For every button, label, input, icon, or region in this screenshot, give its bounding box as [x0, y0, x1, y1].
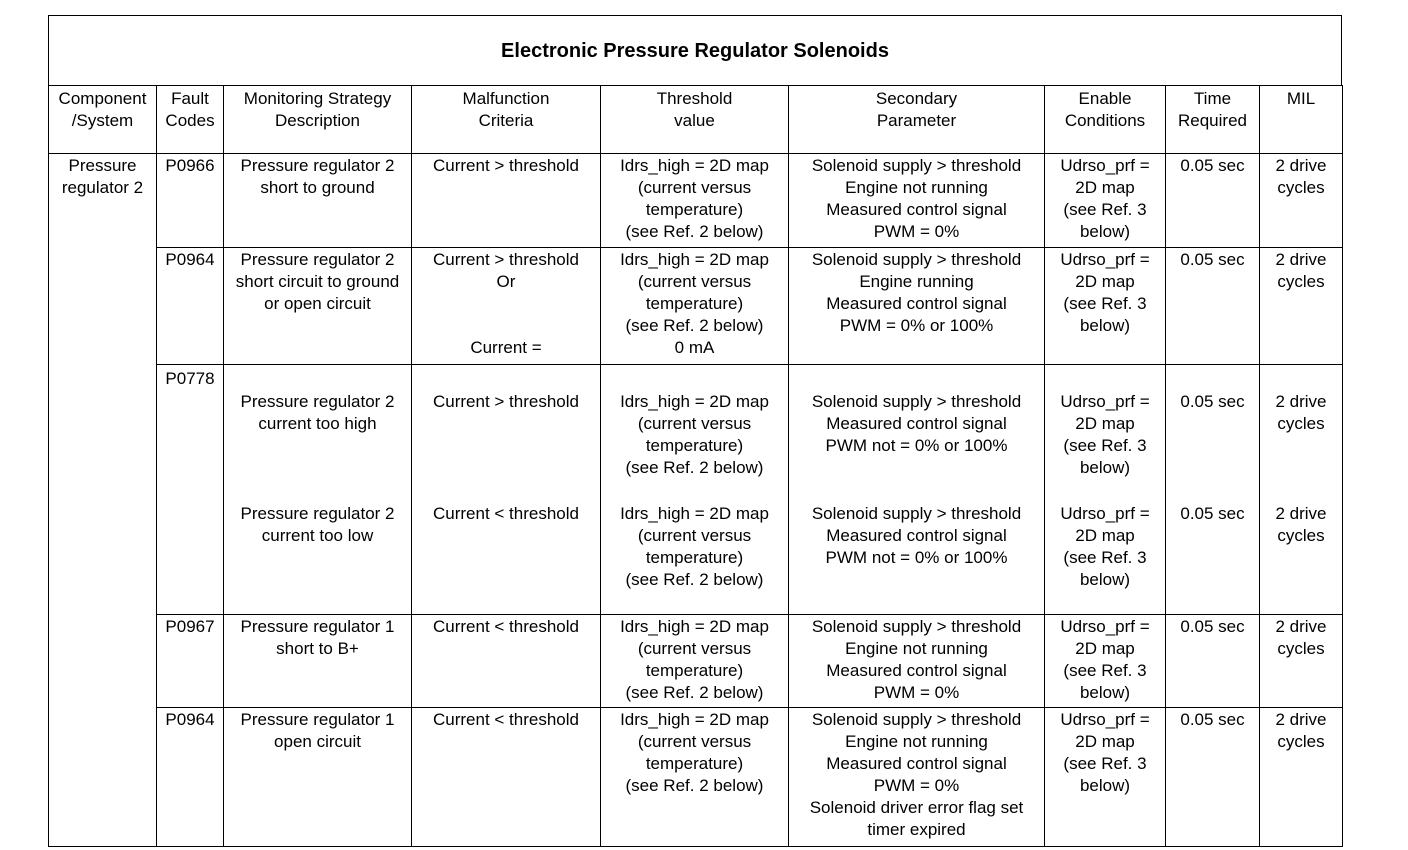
enable-conditions: Udrso_prf = 2D map (see Ref. 3 below) [1045, 248, 1166, 365]
time-required: 0.05 sec [1166, 248, 1260, 365]
threshold-value: Idrs_high = 2D map (current versus temperature) (see Ref. 2 below) [601, 708, 789, 847]
secondary-parameter: Solenoid supply > threshold Measured control signal PWM not = 0% or 100% [811, 392, 1022, 455]
mil-value: 2 drive cycles [1275, 392, 1327, 433]
malfunction-criteria: Current < threshold [412, 708, 601, 847]
header-monitoring: Monitoring Strategy Description [224, 86, 412, 154]
malfunction-criteria: Current < threshold [433, 504, 579, 523]
table-row [49, 248, 1343, 365]
header-row [49, 86, 1343, 154]
header-time: Time Required [1166, 86, 1260, 154]
secondary-parameter: Solenoid supply > threshold Engine not running Measured control signal PWM = 0% [789, 154, 1045, 248]
monitoring-description: Pressure regulator 2 short to ground [224, 154, 412, 248]
malfunction-criteria: Current > threshold [433, 392, 579, 411]
table-row [49, 708, 1343, 847]
header-enable: Enable Conditions [1045, 86, 1166, 154]
diagnostic-table [48, 85, 1343, 847]
threshold-value: Idrs_high = 2D map (current versus temperature) (see Ref. 2 below) 0 mA [601, 248, 789, 365]
header-fault-codes: Fault Codes [157, 86, 224, 154]
mil-value: 2 drive cycles [1260, 248, 1343, 365]
threshold-value: Idrs_high = 2D map (current versus temperature) (see Ref. 2 below) [620, 504, 769, 589]
secondary-parameter: Solenoid supply > threshold Engine not running Measured control signal PWM = 0% [789, 615, 1045, 708]
enable-conditions-group [1045, 365, 1166, 615]
enable-conditions: Udrso_prf = 2D map (see Ref. 3 below) [1045, 615, 1166, 708]
time-required: 0.05 sec [1180, 392, 1245, 411]
fault-code: P0967 [157, 615, 224, 708]
header-mil: MIL [1260, 86, 1343, 154]
header-component: Component /System [49, 86, 157, 154]
malfunction-criteria: Current > threshold [412, 154, 601, 248]
header-threshold: Threshold value [601, 86, 789, 154]
fault-code: P0964 [157, 248, 224, 365]
fault-code: P0964 [157, 708, 224, 847]
monitoring-description-group [224, 365, 412, 615]
threshold-value-group [601, 365, 789, 615]
secondary-parameter: Solenoid supply > threshold Measured control signal PWM not = 0% or 100% [811, 504, 1022, 567]
mil-value: 2 drive cycles [1275, 504, 1327, 545]
malfunction-criteria-group [412, 365, 601, 615]
enable-conditions: Udrso_prf = 2D map (see Ref. 3 below) [1060, 504, 1150, 589]
time-required-group [1166, 365, 1260, 615]
secondary-parameter-group [789, 365, 1045, 615]
fault-code: P0966 [157, 154, 224, 248]
secondary-parameter: Solenoid supply > threshold Engine not running Measured control signal PWM = 0% Solenoid driver error flag set timer expired [789, 708, 1045, 847]
table-row [49, 365, 1343, 615]
monitoring-description: Pressure regulator 2 short circuit to ground or open circuit [224, 248, 412, 365]
document-page [48, 15, 1342, 847]
mil-value: 2 drive cycles [1260, 154, 1343, 248]
fault-code: P0778 [157, 365, 224, 615]
malfunction-criteria: Current > threshold Or Current = [412, 248, 601, 365]
table-row [49, 154, 1343, 248]
time-required: 0.05 sec [1166, 615, 1260, 708]
header-malfunction: Malfunction Criteria [412, 86, 601, 154]
time-required: 0.05 sec [1180, 504, 1245, 523]
secondary-parameter: Solenoid supply > threshold Engine running Measured control signal PWM = 0% or 100% [789, 248, 1045, 365]
enable-conditions: Udrso_prf = 2D map (see Ref. 3 below) [1045, 708, 1166, 847]
threshold-value: Idrs_high = 2D map (current versus temperature) (see Ref. 2 below) [601, 154, 789, 248]
mil-value-group [1260, 365, 1343, 615]
table-row [49, 615, 1343, 708]
enable-conditions: Udrso_prf = 2D map (see Ref. 3 below) [1060, 392, 1150, 477]
mil-value: 2 drive cycles [1260, 615, 1343, 708]
time-required: 0.05 sec [1166, 154, 1260, 248]
header-secondary: Secondary Parameter [789, 86, 1045, 154]
table-title: Electronic Pressure Regulator Solenoids [48, 15, 1342, 85]
monitoring-description: Pressure regulator 1 short to B+ [224, 615, 412, 708]
malfunction-criteria: Current < threshold [412, 615, 601, 708]
mil-value: 2 drive cycles [1260, 708, 1343, 847]
enable-conditions: Udrso_prf = 2D map (see Ref. 3 below) [1045, 154, 1166, 248]
component-name: Pressure regulator 2 [49, 154, 157, 847]
threshold-value: Idrs_high = 2D map (current versus temperature) (see Ref. 2 below) [601, 615, 789, 708]
threshold-value: Idrs_high = 2D map (current versus temperature) (see Ref. 2 below) [620, 392, 769, 477]
monitoring-description: Pressure regulator 2 current too low [240, 504, 395, 545]
monitoring-description: Pressure regulator 2 current too high [240, 392, 395, 433]
monitoring-description: Pressure regulator 1 open circuit [224, 708, 412, 847]
time-required: 0.05 sec [1166, 708, 1260, 847]
